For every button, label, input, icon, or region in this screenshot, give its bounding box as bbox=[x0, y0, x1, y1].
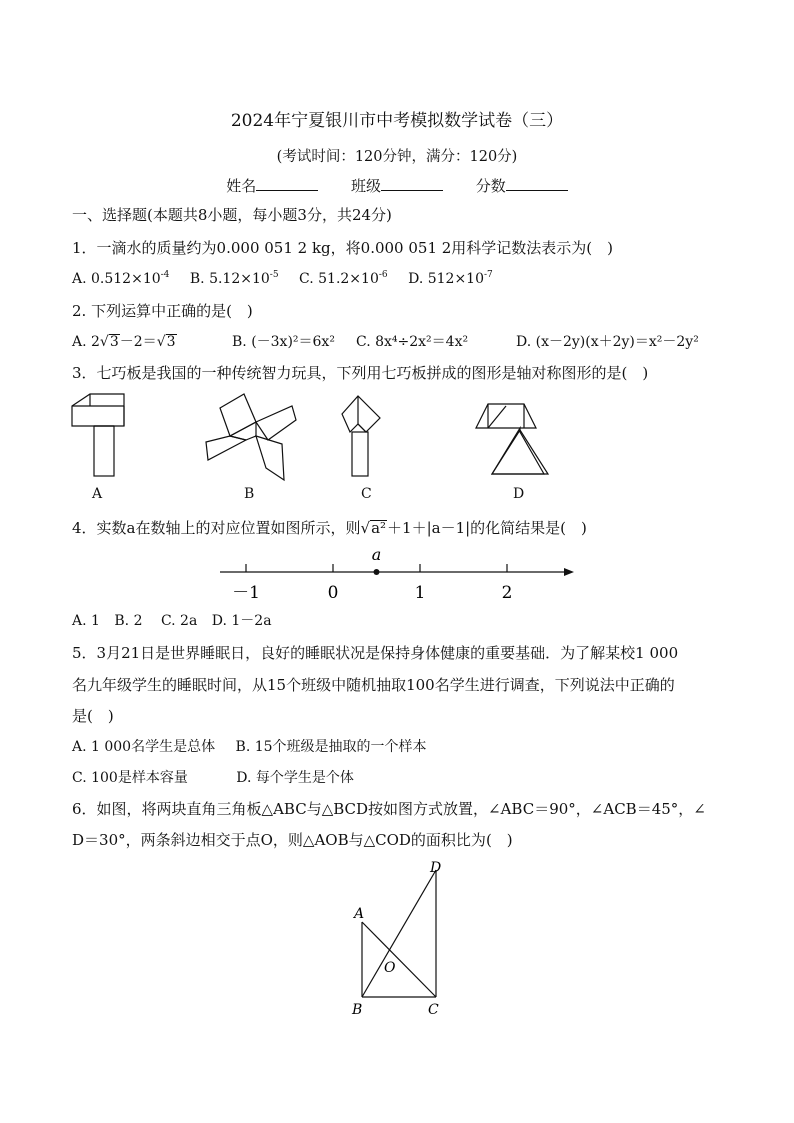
name-field[interactable] bbox=[226, 175, 318, 196]
q2-option-d[interactable]: D. (x－2y)(x＋2y)＝x²－2y² bbox=[516, 334, 699, 350]
class-label: 班级 bbox=[350, 177, 381, 195]
tick-label: 2 bbox=[501, 583, 513, 603]
tangram-b-figure[interactable] bbox=[206, 394, 296, 480]
exam-subtitle: (考试时间：120分钟，满分：120分) bbox=[276, 149, 518, 165]
q1-options bbox=[72, 270, 509, 288]
q6-line-2: D＝30°，两条斜边相交于点O，则△AOB与△COD的面积比为( ) bbox=[72, 831, 513, 849]
q5-line-1: 5．3月21日是世界睡眠日，良好的睡眠状况是保持身体健康的重要基础．为了解某校1 000 bbox=[72, 644, 679, 662]
tick-label: 0 bbox=[327, 583, 339, 603]
class-field[interactable] bbox=[351, 175, 443, 196]
q4-stem: 4．实数a在数轴上的对应位置如图所示，则√a²＋1＋|a－1|的化简结果是( ) bbox=[72, 519, 587, 537]
axis-arrow-icon bbox=[564, 568, 574, 576]
q5-line-3: 是( ) bbox=[72, 707, 114, 725]
name-label: 姓名 bbox=[226, 177, 257, 195]
q4-option-b[interactable]: B. 2 bbox=[114, 613, 143, 629]
tangram-d-figure[interactable] bbox=[476, 404, 548, 474]
q2-option-b[interactable]: B. (－3x)²＝6x² bbox=[232, 334, 335, 350]
name-blank[interactable] bbox=[256, 176, 318, 191]
point-b-label: B bbox=[352, 1002, 363, 1018]
tick-label: 1 bbox=[414, 583, 426, 603]
q5-option-b[interactable]: B. 15个班级是抽取的一个样本 bbox=[235, 739, 427, 755]
q5-line-2: 名九年级学生的睡眠时间，从15个班级中随机抽取100名学生进行调查，下列说法中正确的 bbox=[72, 676, 675, 694]
q1-stem: 1．一滴水的质量约为0.000 051 2 kg，将0.000 051 2用科学记数法表示为( ) bbox=[72, 239, 614, 257]
exam-title: 2024年宁夏银川市中考模拟数学试卷（三） bbox=[230, 111, 564, 131]
tangram-figures bbox=[60, 392, 580, 484]
q5-options-row-2 bbox=[72, 769, 370, 787]
q1-option-a[interactable]: A. $0.512\times 10^{-4}$ bbox=[72, 270, 170, 287]
q5-option-c[interactable]: C. 100是样本容量 bbox=[72, 770, 188, 786]
q2-option-a[interactable]: A. 2√3－2＝√3 bbox=[72, 334, 176, 350]
class-blank[interactable] bbox=[381, 176, 443, 191]
point-d-label: D bbox=[430, 860, 442, 876]
q5-options-row-1 bbox=[72, 738, 443, 756]
score-blank[interactable] bbox=[506, 176, 568, 191]
number-line bbox=[210, 542, 590, 606]
q1-option-c[interactable]: C. $51.2\times 10^{-6}$ bbox=[299, 270, 388, 287]
q1-option-d[interactable]: D. $512\times 10^{-7}$ bbox=[408, 270, 493, 287]
score-field[interactable] bbox=[476, 175, 568, 196]
q2-stem: 2. 下列运算中正确的是( ) bbox=[72, 302, 253, 320]
q6-line-1: 6．如图，将两块直角三角板△ABC与△BCD按如图方式放置，∠ABC＝90°，∠ACB＝45°，∠ bbox=[72, 800, 706, 818]
tangram-b-label: B bbox=[244, 486, 255, 502]
score-label: 分数 bbox=[475, 177, 506, 195]
q1-option-b[interactable]: B. $5.12\times 10^{-5}$ bbox=[189, 270, 279, 287]
tick-label: －1 bbox=[232, 583, 260, 603]
tangram-a-label: A bbox=[92, 486, 103, 502]
q4-option-d[interactable]: D. 1－2a bbox=[211, 613, 272, 629]
tangram-d-label: D bbox=[513, 486, 525, 502]
q2-option-c[interactable]: C. 8x⁴÷2x²＝4x² bbox=[356, 334, 469, 350]
tangram-c-label: C bbox=[361, 486, 372, 502]
point-o-label: O bbox=[384, 960, 396, 976]
student-info-line bbox=[0, 175, 794, 196]
q5-option-d[interactable]: D. 每个学生是个体 bbox=[236, 770, 354, 786]
q3-stem: 3．七巧板是我国的一种传统智力玩具，下列用七巧板拼成的图形是轴对称图形的是( ) bbox=[72, 364, 649, 382]
point-a-label: A bbox=[354, 906, 365, 922]
point-a-marker bbox=[374, 569, 380, 575]
q4-option-a[interactable]: A. 1 bbox=[72, 613, 100, 629]
tangram-a-figure[interactable] bbox=[72, 394, 124, 476]
triangle-figure bbox=[340, 852, 460, 1024]
section-heading: 一、选择题(本题共8小题，每小题3分，共24分) bbox=[72, 206, 392, 224]
q5-option-a[interactable]: A. 1 000名学生是总体 bbox=[72, 739, 216, 755]
q4-options bbox=[72, 612, 288, 630]
q4-option-c[interactable]: C. 2a bbox=[160, 613, 198, 629]
point-a-label: a bbox=[371, 545, 382, 564]
point-c-label: C bbox=[428, 1002, 439, 1018]
tangram-c-figure[interactable] bbox=[342, 396, 380, 476]
